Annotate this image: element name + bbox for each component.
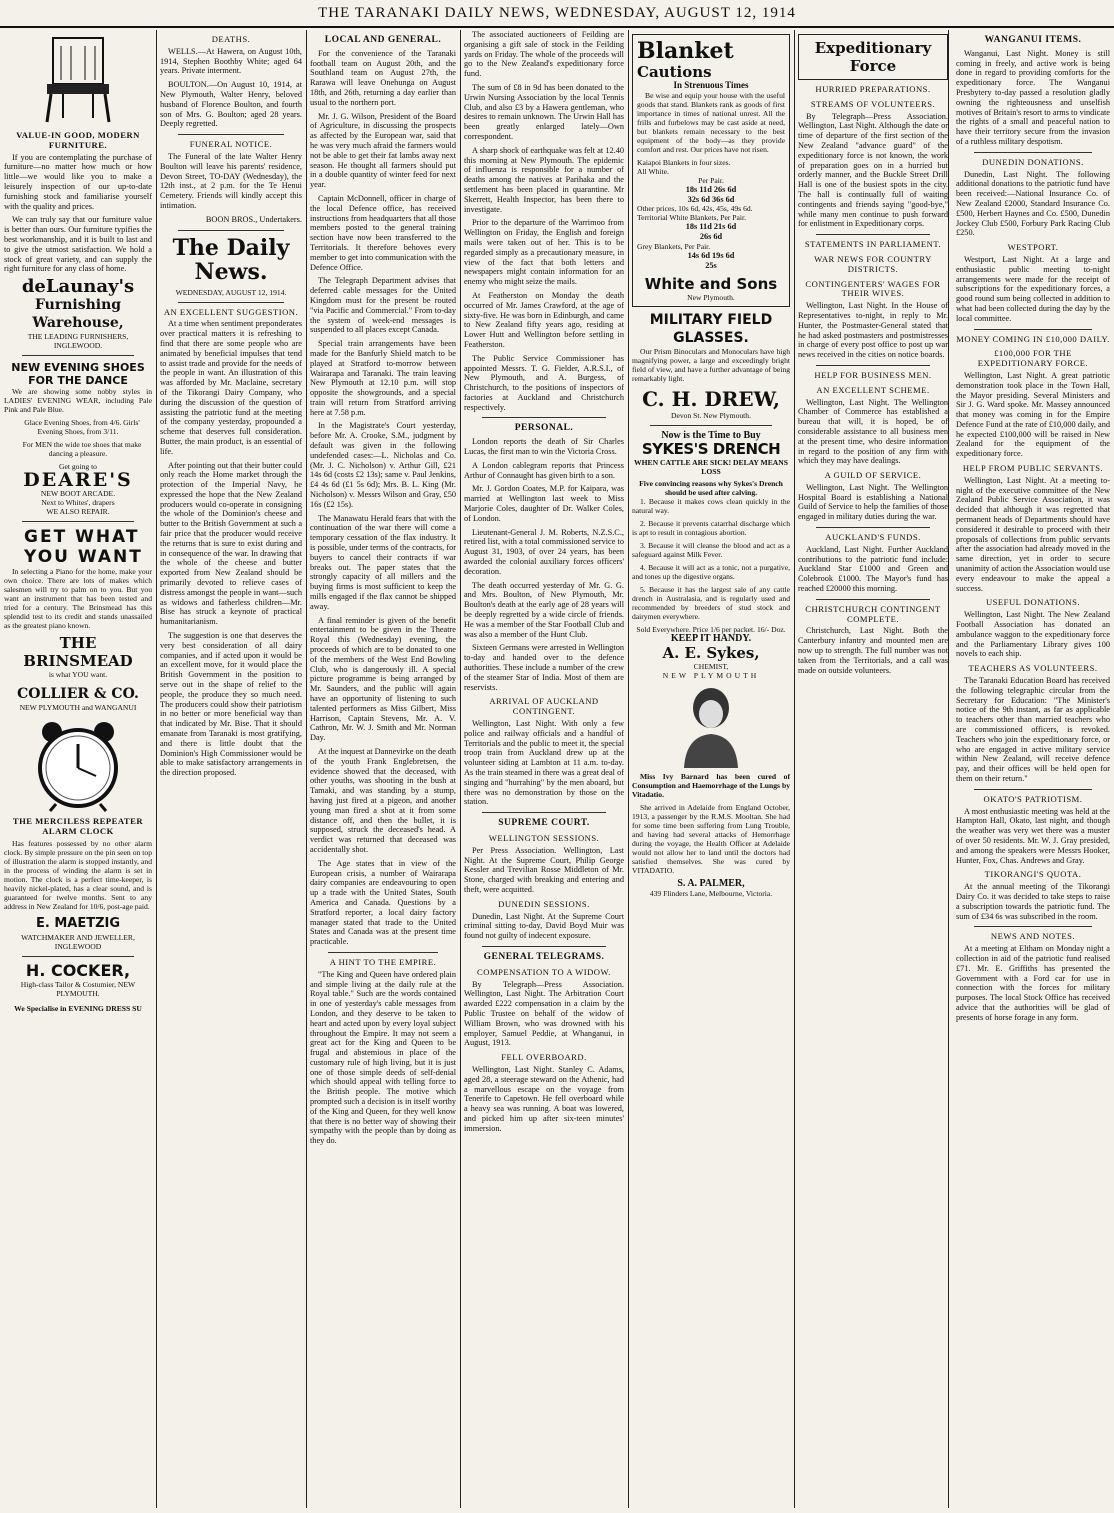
heading-useful-donations: USEFUL DONATIONS. bbox=[985, 597, 1081, 608]
heading-hundred-thousand: £100,000 FOR THE EXPEDITIONARY FORCE. bbox=[977, 348, 1089, 369]
divider bbox=[974, 152, 1092, 153]
blanket-price-5: 14s 6d 19s 6d bbox=[687, 250, 735, 260]
deares-sub: NEW BOOT ARCADE. bbox=[40, 489, 116, 499]
column-8 bbox=[956, 30, 1110, 1508]
aesykes-np: NEW PLYMOUTH bbox=[662, 671, 760, 681]
ad-field-glasses bbox=[632, 311, 790, 420]
funeral-signature: BOON BROS., Undertakers. bbox=[205, 214, 302, 224]
heading-dunedin-donations: DUNEDIN DONATIONS. bbox=[982, 156, 1084, 167]
editorial-date: WEDNESDAY, AUGUST 12, 1914. bbox=[175, 287, 287, 297]
heading-furniture: VALUE-IN GOOD, MODERN FURNITURE. bbox=[16, 130, 140, 150]
parliament-text: Wellington, Last Night. In the House of Representatives to-night, in reply to Mr. Hunter, the Postmaster-General stated that he had asked postmasters and postmistresses in charge of every post office to post up war news received in the cities on notice boards. bbox=[798, 301, 948, 360]
arrival-text: Wellington, Last Night. With only a few police and railway officials and a handful of Territorials and the public to meet it, the special troop train from Auckland drew up at the volunteer siding at Lambton at 11 a.m. to-day. As the train steamed in there was a great deal of singing and "hurrahing" by the men aboard, but there was no demonstration by those on the station. bbox=[464, 719, 624, 807]
expeditionary-text: By Telegraph—Press Association. Wellington, Last Night. Although the date or time of departure of the first section of the New Zealand "advance guard" of the expeditionary force is not known, the work of preparation goes on in a hurried but orderly manner, and the Buckle Street Drill Hall is one of the busiest spots in the city. The hall is continually full of waiting contingents and friends saying "good-bye," while many men continue to push forward for enlistment in Expeditionary corps. bbox=[798, 111, 948, 229]
compensation-text: By Telegraph—Press Association. Wellington, Last Night. The Arbitration Court awarded £222 compensation in a claim by the Public Trustee on behalf of the widow of William Brown, who was drowned with his employer, Samuel Peddie, at Whanganui, in August, 1913. bbox=[464, 979, 624, 1048]
blanket-grey: Grey Blankets, Per Pair. bbox=[637, 241, 711, 251]
col5-para-5: At Featherston on Monday the death occurred of Mr. James Crawford, at the age of sixty-five. He was born in Edinburgh, and came to New Zealand fifty years ago, residing at Lower Hutt and Wellington before settling in Featherston. bbox=[464, 290, 624, 349]
heading-wages: CONTINGENTERS' WAGES FOR THEIR WIVES. bbox=[805, 278, 941, 299]
piano-text: In selecting a Piano for the home, make your own choice. There are lots of makes which salesmen will try to palm on to you. But you want an instrument that has been tested and tried for a century. The Brinsmead has this splendid test to its credit and stands unassailed as the greatest piano known. bbox=[4, 567, 152, 631]
divider bbox=[482, 812, 606, 813]
blanket-price-4: 26s 6d bbox=[699, 232, 723, 242]
heading-excellent-scheme: AN EXCELLENT SCHEME. bbox=[816, 384, 930, 395]
divider bbox=[974, 926, 1092, 927]
blanket-territorial: Territorial White Blankets, Per Pair. bbox=[637, 213, 746, 223]
editorial-masthead: The Daily News. bbox=[172, 234, 290, 285]
blanket-perpair-1: Per Pair. bbox=[698, 175, 724, 185]
heading-suggestion: AN EXCELLENT SUGGESTION. bbox=[163, 306, 299, 317]
divider bbox=[816, 234, 930, 235]
divider bbox=[650, 425, 772, 426]
collier-name: COLLIER & CO. bbox=[17, 686, 139, 703]
heading-local-general: LOCAL AND GENERAL. bbox=[324, 35, 442, 45]
ad-delaunay bbox=[4, 278, 152, 350]
heading-parliament: STATEMENTS IN PARLIAMENT. bbox=[804, 239, 942, 250]
okato-text: A most enthusiastic meeting was held at the Hampton Hall, Okato, last night, and though the weather was very wet there was a muster of over 50 residents. Mr. W. J. Gray presided, and among the speakers were Messrs Hooker, Hunter, Fox, Chas. Andrews and Gray. bbox=[956, 806, 1110, 865]
local-para-8: A final reminder is given of the benefit entertainment to be given in the Theatre Royal this (Wednesday) evening, the proceeds of which are to be donated to one of the members of the West End Bowling Club, who is dangerously ill. A special picture programme is being arranged by Mr. Saunders, and the public will again have an opportunity of listening to such talented performers as Miss Gilbert, Miss Harrison, Captain Stevens, Mr. A. V. Cathron, Mr. W. J. Smith and Mr. Norman Day. bbox=[310, 615, 456, 743]
editorial-para-1: At a time when sentiment preponderates over practical matters it is refreshing to find that there are some people who are animated by beneficial impulses that tend to assist trade and provide for the needs of the people in want. An illustration of this was afforded by Mr. Maclaine, secretary of the Tikorangi Dairy Company, who during the discussion of the question of assisting the patriotic fund at the meeting of the company yesterday, propounded a scheme that deserves full consideration. Butter, the main product, is an essential of life. bbox=[160, 319, 302, 456]
brinsmead-name: THE BRINSMEAD bbox=[23, 634, 133, 671]
deares-name: DEARE'S bbox=[23, 469, 133, 492]
heading-hint-empire: A HINT TO THE EMPIRE. bbox=[329, 956, 437, 967]
local-para-7: The Manawatu Herald fears that with the continuation of the war there will come a temporary cessation of the flax industry. It is possible, under terms of the contracts, for buyers to cancel their contracts if war breaks out. The paper states that the strongly capacity of all millers and the buying firms is most sufficient to keep the mills engaged if the flax cannot be shipped away. bbox=[310, 513, 456, 611]
funeral-text: The Funeral of the late Walter Henry Boulton will leave his parents' residence, Devon Street, TO-DAY (Wednesday), the 12th inst., at 2 p.m. for the Te Henui Cemetery. Friends will kindly accept this intimation. bbox=[160, 151, 302, 210]
sykes-sub: WHEN CATTLE ARE SICK! DELAY MEANS LOSS bbox=[634, 458, 788, 477]
public-servants-text: Wellington, Last Night. At a meeting to-night of the executive committee of the New Zealand Public Service Association, it was decided that although it was regretted that permanent heads of Departments should have considered it desirable to proceed with their proposals of collections from public servants after the association had already moved in the same direction, yet in order to secure unanimity of action the Association would use every endeavour to make the appeal a success. bbox=[956, 475, 1110, 593]
text-repeater: Has features possessed by no other alarm clock. By simple pressure on the pin seen on top of illustration the alarm is stopped instantly, and in the process of winding the alarm is set in motion. The clock is a perfect time-keeper, is heavily nickel-plated, has a clear sound, and is guaranteed for twelve months. Sent to any address in New Zealand for 10/6, post-age paid. bbox=[4, 838, 152, 911]
divider bbox=[816, 599, 930, 600]
heading-fell-overboard: FELL OVERBOARD. bbox=[501, 1052, 587, 1063]
teachers-text: The Taranaki Education Board has received the following telegraphic circular from the Secretary for Education: "The Minister's notice of the 9th instant, as far as applicable to teachers other than married teachers who are commissioned officers, is revoked. Teachers who join the expeditionary force, or who are engaged in active military service within New Zealand, will receive defence pay, and their offices will be held open for them on their return." bbox=[956, 676, 1110, 783]
local-para-9: At the inquest at Dannevirke on the death of the youth Frank Englebretsen, the evidence showed that the deceased, with other youths, was shooting in the bush at Tamaki, and was standing by a stump, having just fired at a pigeon, and another young man fired a shot at it from some distance off, and then the bullet, it is supposed, struck the deceased's head. A verdict was returned that deceased was accidentally shot. bbox=[310, 746, 457, 854]
divider bbox=[22, 956, 134, 957]
personal-5: The death occurred yesterday of Mr. G. G. and Mrs. Boulton, of New Plymouth, Mr. Boulton's death at the early age of 28 years will be deeply regretted by a wide circle of friends. He was a member of the Star Football Club and was also a member of the Hunt Club. bbox=[464, 580, 624, 639]
auckland-funds-text: Auckland, Last Night. Further Auckland contributions to the patriotic fund include: Auckland Star £1000 and Green and Colebrook £1000. The Mayor's fund has reached £20000 this morning. bbox=[798, 544, 948, 594]
personal-4: Lieutenant-General J. M. Roberts, N.Z.S.C., retired list, with a total commissioned service to August 31, 1903, of over 24 years, has been awarded the colonial auxiliary forces officers' decoration. bbox=[464, 527, 624, 576]
sykes-keepit: KEEP IT HANDY. bbox=[670, 633, 752, 645]
local-para-5: Special train arrangements have been made for the Banfurly Shield match to be played at Stratford to-morrow between Wairarapa and Taranaki. The train leaving New Plymouth at 12.10 p.m. will stop opposite the showgrounds, and a special train will return from Stratford arriving here at 7.58 p.m. bbox=[310, 339, 456, 417]
heading-arrival: ARRIVAL OF AUCKLAND CONTINGENT. bbox=[489, 696, 599, 717]
editorial-para-3: The suggestion is one that deserves the very best consideration of all dairy companies, and if acted upon it would be an excellent move, for it would place the British Government in the position to serve out in the shape of relief to the people, the produce they so much need. The producers could show their patriotism in no better or more beneficial way than that indicated by Mr. Bise. That it should emanate from Taranaki is most gratifying, and there is little doubt that the Dominion's High Commissioner would be able to make satisfactory arrangements in the direction proposed. bbox=[160, 631, 302, 778]
column-2 bbox=[4, 30, 157, 1508]
collier-addr: NEW PLYMOUTH and WANGANUI bbox=[19, 703, 137, 713]
sykes-reason-4: 4. Because it will act as a tonic, not a purgative, and tones up the digestive organs. bbox=[632, 563, 790, 582]
heading-money-coming: MONEY COMING IN £10,000 DAILY. bbox=[956, 333, 1110, 344]
heading-funeral: FUNERAL NOTICE. bbox=[189, 139, 273, 150]
barnard-heading: Miss Ivy Barnard has been cured of Consumption and Haemorrhage of the Lungs by Vitadatio. bbox=[632, 772, 790, 800]
hint-text: "The King and Queen have ordered plain and simple living at the daily rule at the Royal table." Such are the words contained in one of yesterday's cable messages from London, and they deserve to be taken to heart and acted upon by every loyal subject throughout the Empire. It may not seem a great act for the King and Queen to be frugal and abstemious in place of the customary rule of high living, but it is just one of those simple deeds of self-denial which should appeal with telling force to the British people. The motive which prompted such a decision is in itself worthy of the King and Queen, for they well know that there is no better way of showing their sympathy with the people than by doing as they do. bbox=[310, 969, 456, 1146]
death-notice-2: BOULTON.—On August 10, 1914, at New Plymouth, Walter Henry, beloved husband of Florence Boulton, and fourth son of Mrs. G. Boulton; aged 28 years. Deeply regretted. bbox=[160, 80, 302, 129]
blanket-kaiapoi: Kaiapoi Blankets in four sizes. bbox=[637, 157, 731, 167]
divider bbox=[178, 230, 284, 231]
palmer-name: S. A. PALMER, bbox=[677, 878, 745, 890]
heading-okato: OKATO'S PATRIOTISM. bbox=[983, 793, 1083, 804]
delaunay-name: deLaunay's bbox=[21, 276, 135, 298]
heading-public-servants: HELP FROM PUBLIC SERVANTS. bbox=[962, 463, 1104, 474]
portrait-illustration bbox=[676, 684, 746, 768]
ad-maetzig bbox=[4, 915, 152, 951]
heading-teachers: TEACHERS AS VOLUNTEERS. bbox=[968, 663, 1098, 674]
column-3 bbox=[160, 30, 307, 1508]
local-para-4: The Telegraph Department advises that deferred cable messages for the United Kingdom must for the present be routed "via Pacific and Commercial." From to-day the system of week-end messages is suspended to all places except Canada. bbox=[310, 276, 456, 335]
tikorangi-text: At the annual meeting of the Tikorangi Dairy Co. it was decided to take steps to raise a subscription towards the patriotic fund. The sum of £34 6s was subscribed in the room. bbox=[956, 882, 1110, 921]
masthead bbox=[0, 0, 1114, 28]
delaunay-warehouse: Furnishing Warehouse, bbox=[32, 297, 124, 332]
ad-brinsmead bbox=[4, 527, 152, 712]
delaunay-addr: THE LEADING FURNISHERS, INGLEWOOD. bbox=[27, 332, 129, 351]
ad-blanket bbox=[632, 34, 790, 307]
divider bbox=[178, 302, 284, 303]
maetzig-sub: WATCHMAKER AND JEWELLER, INGLEWOOD bbox=[21, 932, 135, 951]
sykes-lead: Now is the Time to Buy bbox=[661, 429, 761, 441]
col5-para-2: The sum of £8 in 9d has been donated to the Urwin Nursing Association by the local Tennis Club, and also £3 by a Hawera gentleman, who desires to remain unknown. The Urwin Hall has been greatly enlarged lately—Own correspondent. bbox=[464, 82, 624, 141]
column-6 bbox=[632, 30, 795, 1508]
cocker-specialise: We Specialise in EVENING DRESS SU bbox=[14, 1003, 142, 1013]
col5-para-6: The Public Service Commissioner has appointed Messrs. T. G. Fielder, A.R.S.I., of New Plymouth, and A. Burgess, of Christchurch, to the positions of inspectors of factories at Auckland and Christchurch respectively. bbox=[464, 353, 624, 412]
col5-para-1: The associated auctioneers of Feilding are organising a gift sale of stock in the Feilding yards on Friday. The whole of the proceeds will go to the New Zealand's expeditionary force fund. bbox=[464, 30, 624, 79]
evening-text: We are showing some nobby styles in LADIES' EVENING WEAR, including Pale Pink and Pale Blue. bbox=[4, 387, 152, 415]
heading-war-news: WAR NEWS FOR COUNTRY DISTRICTS. bbox=[814, 253, 932, 274]
divider bbox=[482, 946, 606, 947]
chair-illustration bbox=[33, 34, 123, 126]
christchurch-text: Christchurch, Last Night. Both the Canterbury infantry and mounted men are now up to strength. The full number was not taken from the Territorials, and a call was made on outside volunteers. bbox=[798, 626, 948, 675]
heading-dunedin-sessions: DUNEDIN SESSIONS. bbox=[498, 898, 590, 909]
aesykes-name: A. E. Sykes, bbox=[662, 644, 760, 663]
drew-addr: Devon St. New Plymouth. bbox=[671, 410, 751, 420]
military-heading: MILITARY FIELD GLASSES. bbox=[649, 311, 773, 346]
heading-auckland-funds: AUCKLAND'S FUNDS. bbox=[825, 532, 921, 543]
dunedin-sessions-text: Dunedin, Last Night. At the Supreme Court criminal sitting to-day, David Boyd Muir was found not guilty of indecent exposure. bbox=[464, 911, 624, 941]
westport-text: Westport, Last Night. At a large and enthusiastic public meeting to-night arrangements were made for the receipt of subscriptions for the expeditionary forces, a good round sum being collected in addition to what had been collected during the day by the local committee. bbox=[956, 254, 1110, 323]
col5-para-4: Prior to the departure of the Warrimoo from Wellington on Friday, the English and foreign mails were taken out of her. This is to be regarded simply as a precautionary measure, in view of the fact that both letters and newspapers might contain information for an enemy who might seize the mails. bbox=[464, 218, 624, 287]
useful-donations-text: Wellington, Last Night. The New Zealand Football Association has donated an ambulance waggon to the expeditionary force and the Parliamentary Library gives 100 novels to each ship. bbox=[956, 610, 1110, 659]
guild-text: Wellington, Last Night. The Wellington Hospital Board is establishing a National Guild of Service to help the families of those engaged in military duties during the war. bbox=[798, 482, 948, 522]
blanket-other: Other prices, 10s 6d, 42s, 45s, 49s 6d. bbox=[637, 204, 753, 214]
aesykes-chemist: CHEMIST, bbox=[693, 662, 729, 672]
column-7 bbox=[798, 30, 949, 1508]
heading-deaths: DEATHS. bbox=[211, 34, 251, 44]
sykes-sold: Sold Everywhere. Price 1/6 per packet. 16/- Doz. bbox=[636, 625, 786, 635]
deares-repair: WE ALSO REPAIR. bbox=[46, 507, 110, 517]
heading-christchurch: CHRISTCHURCH CONTINGENT COMPLETE. bbox=[805, 603, 941, 624]
masthead-text: THE TARANAKI DAILY NEWS, WEDNESDAY, AUGUST 12, 1914 bbox=[318, 5, 796, 21]
cocker-sub: High-class Tailor & Costumier, NEW PLYMOUTH. bbox=[20, 979, 136, 998]
sykes-reason-3: 3. Because it will cleanse the blood and act as a safeguard against Milk Fever. bbox=[632, 541, 790, 560]
sykes-reason-5: 5. Because it has the largest sale of any cattle drench in Australasia, and is regularly used and recommended by breeders of stud stock and dairymen everywhere. bbox=[632, 585, 790, 622]
divider bbox=[22, 355, 134, 356]
wellington-sessions-text: Per Press Association. Wellington, Last Night. At the Supreme Court, Philip George Kessler and Trevilian Rosse Middleton of Mr. Stone, charged with breaking and entering and theft, were acquitted. bbox=[464, 845, 624, 894]
sykes-reason-1: 1. Because it makes cows clean quickly in the natural way. bbox=[632, 497, 790, 516]
ad-sykes-drench bbox=[632, 431, 790, 681]
personal-1: London reports the death of Sir Charles Lucas, the first man to win the Victoria Cross. bbox=[464, 437, 624, 457]
heading-guild: A GUILD OF SERVICE. bbox=[824, 470, 922, 481]
excellent-scheme-text: Wellington, Last Night. The Wellington Chamber of Commerce has established a bureau that will, it is hoped, be of considerable assistance to all business men at the present time, who desire information in regard to the position of any firm with which they may have dealings. bbox=[798, 397, 948, 466]
blanket-sub: Cautions bbox=[637, 63, 712, 81]
expeditionary-title: Expeditionary Force bbox=[814, 39, 932, 75]
alarm-clock-illustration bbox=[30, 716, 126, 812]
blanket-text: Be wise and equip your house with the useful goods that stand. Blankets rank as goods of first importance in times of national unrest. All the frills and furbelows may be cast aside at need, but blankets remain necessary to the best equipment of the body—as they provide comfort and rest. Our prices have not risen. bbox=[637, 90, 785, 154]
personal-2: A London cablegram reports that Princess Arthur of Connaught has given birth to a son. bbox=[464, 460, 624, 480]
divider bbox=[482, 417, 606, 418]
local-para-1: For the convenience of the Taranaki football team on August 20th, and the Southland team on August 27th, the Rarawa will leave Onehunga on August 18th, and 26th, returning a day earlier than usual to the northern port. bbox=[310, 48, 456, 107]
barnard-text: She arrived in Adelaide from England October, 1913, a passenger by the R.M.S. Mooltan. She had for some time been suffering from Lung Trouble, and having had several attacks of Hemorrhage during the voyage, the Health Officer at Adelaide would not allow her to land until the doctors had satisfied themselves. She was cured by VITADATIO. bbox=[632, 803, 790, 876]
blanket-price-1: 18s 11d 26s 6d bbox=[685, 184, 737, 194]
expeditionary-title-box bbox=[798, 34, 948, 80]
blanket-sub2: In Strenuous Times bbox=[673, 80, 749, 90]
ad-cocker bbox=[4, 962, 152, 1013]
divider bbox=[974, 329, 1092, 330]
local-para-2: Mr. J. G. Wilson, President of the Board of Agriculture, in discussing the prospects as affected by the European war, said that he was very much afraid the farmers would not be able to get their fat lambs away next season. He thought all farmers should put in a double quantity of winter feed for next year. bbox=[310, 111, 456, 190]
text-furniture-1: If you are contemplating the purchase of furniture—no matter how much or how little—we would like you to make a leisurely inspection of our up-to-date furnishing stock and familiarise yourself with the quality and prices. bbox=[4, 152, 152, 211]
heading-westport: WESTPORT. bbox=[1007, 242, 1059, 253]
white-sons-addr: New Plymouth. bbox=[687, 292, 735, 302]
personal-3: Mr. J. Gordon Coates, M.P. for Kaipara, was married at Wellington last week to Miss Marjorie Coles, daughter of Dr. Walker Coles, of London. bbox=[464, 484, 624, 523]
heading-compensation: COMPENSATION TO A WIDOW. bbox=[477, 966, 611, 977]
local-para-6: In the Magistrate's Court yesterday, before Mr. A. Crooke, S.M., judgment by default was given in the following undefended cases:—L. Nicholas and Co. (Mr. J. C. Nicholson) v. Arthur Gill, £21 14s 6d (costs £2 13s); same v. Paul Jenkins, £4 4s 6d (£1 5s 6d); Mrs. B. L. King (Mr. Nicholson) v. Messrs Wilson and Gray, £50 16s (£2 15s). bbox=[310, 421, 456, 509]
getwhat-heading: GET WHAT YOU WANT bbox=[24, 527, 143, 568]
heading-hurried: HURRIED PREPARATIONS. bbox=[815, 84, 931, 94]
divider bbox=[816, 365, 930, 366]
divider bbox=[816, 527, 930, 528]
wanganui-text: Wanganui, Last Night. Money is still coming in freely, and active work is being done in regard to providing comforts for the expeditionary force. The Wanganui Presbytery to-day passed a resolution gladly owning the righteousness and unselfish motives of Britain's resort to arms to vindicate the rights of a small and peaceful nation to have their territory secure from the invasion of a ruthless military despotism. bbox=[956, 48, 1110, 146]
editorial-para-2: After pointing out that their butter could only reach the Home market through the protection of the Imperial Navy, he expressed the hope that the New Zealand producers would co-operate in consigning the whole of the Dominion's cheese and butter to the British Government at such a fair price that the producer would receive the returns that is sure to exist during and in consequence of the war. In drawing that the whole of the cheese and butter exported from New Zealand should be primarily devoted to relieve cases of distress amongst the people in want—such as widows and fatherless children—Mr. Bise has struck a keynote of practical humanitarianism. bbox=[160, 460, 302, 627]
white-sons-name: White and Sons bbox=[644, 274, 778, 293]
heading-wellington-sessions: WELLINGTON SESSIONS. bbox=[488, 832, 600, 843]
personal-6: Sixteen Germans were arrested in Wellington to-day and handed over to the defence authorities. These include a number of the crew of the steamer Star of India. Most of them are reservists. bbox=[464, 643, 624, 692]
blanket-price-2: 32s 6d 36s 6d bbox=[687, 194, 735, 204]
blanket-title: Blanket bbox=[637, 38, 734, 64]
heading-business-help: HELP FOR BUSINESS MEN. bbox=[814, 369, 932, 380]
military-text: Our Prism Binoculars and Monoculars have high magnifying power, a large and exceedingly bright field of view, and have a further advantage of being remarkably light. bbox=[632, 346, 790, 383]
money-text: Wellington, Last Night. A great patriotic demonstration took place in the Town Hall, the Mayor presiding. Several Ministers and Sir J. G. Ward spoke. Mr. Massey announced that money was coming in for the Empire Defence Fund at the rate of £10,000 daily, and he expected £100,000 will be raised in New Zealand for the equipment of the expeditionary force. bbox=[956, 370, 1110, 459]
text-furniture-2: We can truly say that our furniture value is better than ours. Our furniture typifies the best workmanship, and it is built to last and to give the utmost satisfaction. We hold a stock of great variety, and can supply the right furniture for any class of home. bbox=[4, 215, 152, 274]
fell-overboard-text: Wellington, Last Night. Stanley C. Adams, aged 28, a steerage steward on the Athenic, had a marvellous escape on the voyage from Tenerife to Capetown. He fell overboard while a heavy sea was running. A boat was lowered, and picked him up after six-teen minutes' immersion. bbox=[464, 1064, 624, 1133]
heading-news-notes: NEWS AND NOTES. bbox=[990, 931, 1076, 942]
heading-tikorangi: TIKORANGI'S QUOTA. bbox=[984, 869, 1082, 880]
col5-para-3: A sharp shock of earthquake was felt at 12.40 this morning at New Plymouth. The epidemic of influenza is responsible for a number of deaths among the natives at Parihaka and the settlement has been placed in quarantine. Mr Skerrett, Health Inspector, has been there to investigate. bbox=[464, 145, 624, 214]
dunedin-donations-text: Dunedin, Last Night. The following additional donations to the patriotic fund have been received:—National Insurance Co. of New Zealand £2000, Standard Insurance Co. £500, Herbert Haynes and Co. £500, Dunedin Jockey Club £500, Forbury Park Racing Club £250. bbox=[956, 169, 1110, 238]
ad-evening-shoes bbox=[4, 361, 152, 516]
maetzig-name: E. MAETZIG bbox=[35, 915, 121, 931]
heading-wanganui: WANGANUI ITEMS. bbox=[984, 35, 1082, 45]
column-4 bbox=[310, 30, 461, 1508]
heading-repeater: THE MERCILESS REPEATER ALARM CLOCK bbox=[12, 816, 144, 836]
evening-heading: NEW EVENING SHOES FOR THE DANCE bbox=[11, 361, 145, 388]
death-notice-1: WELLS.—At Hawera, on August 10th, 1914, Stephen Boothby White; aged 64 years. Private interment. bbox=[160, 46, 302, 76]
heading-supreme-court: SUPREME COURT. bbox=[498, 818, 590, 829]
blanket-white: All White. bbox=[637, 166, 669, 176]
column-5 bbox=[464, 30, 629, 1508]
cocker-name: H. COCKER, bbox=[25, 960, 131, 980]
deares-goto: Get going to bbox=[59, 462, 97, 472]
blanket-price-3: 18s 11d 21s 6d bbox=[685, 222, 737, 232]
drew-name: C. H. DREW, bbox=[642, 386, 780, 411]
heading-personal: PERSONAL. bbox=[514, 423, 574, 434]
local-para-3: Captain McDonnell, officer in charge of the local Defence office, has received instructions from headquarters that all those members posted to the general training section have now been transferred to the Territorials. It therefore behoves every member to get into communication with the Defence Office. bbox=[310, 193, 456, 272]
local-para-10: The Age states that in view of the European crisis, a number of Wairarapa dairy companies are endeavouring to open up a trade with the United States, South America and Canada. Questions by a Stratford reporter, a local dairy factory manager stated that trade to the United States and Canada was at the present time practicable. bbox=[310, 858, 456, 947]
brinsmead-sub: is what YOU want. bbox=[48, 670, 108, 680]
sykes-reasons-heading: Five convincing reasons why Sykes's Drench should be used after calving. bbox=[639, 479, 783, 498]
divider bbox=[974, 789, 1092, 790]
heading-general-telegrams: GENERAL TELEGRAMS. bbox=[483, 951, 605, 962]
palmer-addr: 439 Flinders Lane, Melbourne, Victoria. bbox=[649, 888, 773, 898]
heading-streams: STREAMS OF VOLUNTEERS. bbox=[810, 98, 936, 109]
divider bbox=[22, 521, 134, 522]
divider bbox=[328, 952, 438, 953]
evening-men: For MEN the wide toe shoes that make dancing a pleasure. bbox=[22, 440, 142, 459]
deares-next: Next to Whites', drapers bbox=[41, 498, 115, 508]
sykes-reason-2: 2. Because it prevents catarrhal discharge which is apt to result in contagious abortion. bbox=[632, 519, 790, 538]
sykes-title: SYKES'S DRENCH bbox=[641, 440, 781, 459]
blanket-price-6: 25s bbox=[705, 260, 717, 270]
evening-prices: Glace Evening Shoes, from 4/6. Girls' Evening Shoes, from 3/11. bbox=[24, 418, 140, 437]
divider bbox=[178, 134, 284, 135]
news-notes-text: At a meeting at Eltham on Monday night a collection in aid of the patriotic fund realised £71. Mr. E. Griffiths has presented the Government with a Ford car for use in connection with the forces for military purposes. The local Stock Office has received advice that the authorities will be glad of presents of horse forage in any form. bbox=[956, 944, 1110, 1022]
